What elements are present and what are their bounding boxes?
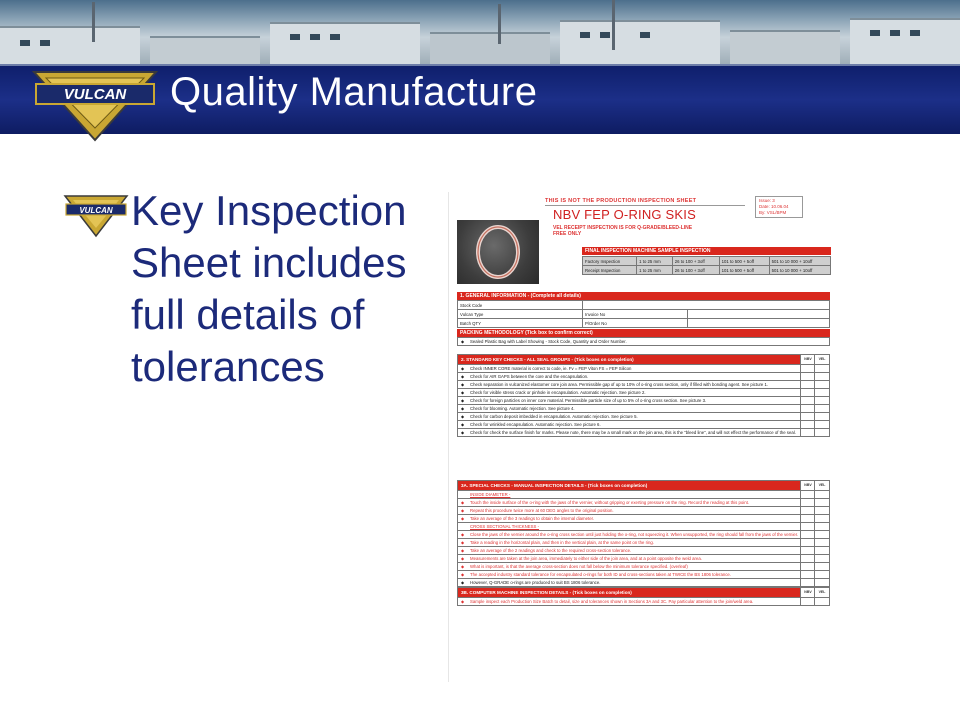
divider — [545, 205, 745, 206]
o-ring-photo — [457, 220, 539, 284]
sheet-title: NBV FEP O-RING SKIS — [553, 207, 696, 222]
list-item: ◆ Take an average of the 2 readings and check to the required cross-section tolerance. — [457, 547, 830, 555]
list-item: ◆ Check INNER CORE material is correct to code, ie. Fv = FEP Viton FS = FEP Silicon — [457, 365, 830, 373]
list-item: ◆ Close the jaws of the vernier around the o-ring cross section until just holding the o-ring, not squeezing it. When unsupported, the ring should fall from the jaws of the vernier. — [457, 531, 830, 539]
inspection-sheet-image — [448, 192, 841, 682]
list-item: ◆ Repeat this procedure twice more at 60 DEG angles to the original position. — [457, 507, 830, 515]
list-item: INSIDE DIAMETER - — [457, 491, 830, 499]
list-item: ◆ Sealed Plastic Bag with Label Showing - Stock Code, Quantity and Order Number. — [457, 337, 830, 346]
list-item: ◆ Check for foreign particles on inner core material. Permissible particle size of up to 5% of o-ring cross section. See picture 3. — [457, 397, 830, 405]
list-item: ◆ Check for AIR GAPS between the core and the encapsulation. — [457, 373, 830, 381]
list-item: ◆ Check for wrinkled encapsulation. Automatic rejection. See picture 6. — [457, 421, 830, 429]
list-item: CROSS SECTIONAL THICKNESS - — [457, 523, 830, 531]
list-item: ◆ However, Q-GRADE o-rings are produced to suit BS 1806 tolerance. — [457, 579, 830, 587]
list-item: ◆ Check for blooming. Automatic rejection. See picture 4. — [457, 405, 830, 413]
sample-inspection-table — [582, 256, 831, 275]
list-item: ◆ Check separation in vulcanized elastomer core join area. Permissible gap of up to 10% of o-ring cross section, only if filled with bonding agent. See picture 1. — [457, 381, 830, 389]
list-item: ◆ Check for carbon deposit imbedded in encapsulation. Automatic rejection. See picture 5. — [457, 413, 830, 421]
bullet-line: Sheet includes — [131, 239, 407, 286]
packing-section — [457, 337, 830, 346]
list-item: ◆ Sample inspect each Production Size Batch to detail, size and tolerances shown in Sections 3A and 3C. Pay particular attention to the join/weld area. — [457, 598, 830, 606]
svg-text:VULCAN: VULCAN — [79, 206, 113, 215]
standard-checks-section — [457, 354, 830, 437]
sample-inspection-header: FINAL INSPECTION MACHINE SAMPLE INSPECTION — [582, 247, 831, 255]
bullet-line: tolerances — [131, 343, 325, 390]
list-item: ◆ Check for visible stress crack or pinhole in encapsulation. Automatic rejection. See picture 2. — [457, 389, 830, 397]
special-checks-header: 3A. SPECIAL CHECKS - MANUAL INSPECTION DETAILS - (Tick boxes on completion) NBV VEL — [457, 480, 830, 491]
list-item: ◆ The accepted industry standard tolerance for encapsulated o-rings for both ID and cross-sections taken at TWICE the BS 1806 tolerance. — [457, 571, 830, 579]
table-row: Factory Inspection 1 to 25 mm 26 to 100 + 3off 101 to 500 + 5off 501 to 10 000 + 10off — [583, 257, 831, 266]
issue-box: Issue: 3 Date: 10.06.04 By: VSL/BPM — [755, 196, 803, 218]
packing-header: PACKING METHODOLOGY (Tick box to confirm correct) — [457, 329, 830, 337]
list-item: ◆ Measurements are taken at the join area, immediately to either side of the join area, and at a point opposite the weld area. — [457, 555, 830, 563]
bullet-line: Key Inspection — [131, 187, 407, 234]
logo-text: VULCAN — [63, 86, 127, 103]
list-item: ◆ What is important, is that the average cross-section does not fall below the minimum tolerance specified. (overleaf) — [457, 563, 830, 571]
vulcan-logo — [32, 50, 158, 142]
general-info-table — [457, 300, 830, 328]
list-item: ◆ Check for check the surface finish for marks. Please note, there may be a small mark on the join area, this is the "bleed line", and will not effect the performance of the seal. — [457, 429, 830, 437]
computer-checks-header: 3B. COMPUTER MACHINE INSPECTION DETAILS - (Tick boxes on completion) NBV VEL — [457, 587, 830, 598]
special-checks-section — [457, 480, 830, 606]
bullet-line: full details of — [131, 291, 365, 338]
sheet-subtitle: VEL RECEIPT INSPECTION IS FOR Q-GRADE/BLEED-LINE FREE ONLY — [553, 225, 693, 237]
o-ring-icon — [457, 220, 539, 284]
bullet-text — [131, 185, 441, 393]
vulcan-logo-icon — [63, 182, 129, 238]
table-row: Batch QTY P/Order No — [458, 319, 830, 328]
sheet-warning: THIS IS NOT THE PRODUCTION INSPECTION SHEET — [545, 198, 697, 204]
list-item: ◆ Take a reading in the horizontal plain, and then in the vertical plain, at the same point on the ring. — [457, 539, 830, 547]
table-row: Stock Code — [458, 301, 830, 310]
list-item: ◆ Touch the inside surface of the o-ring with the jaws of the vernier, without gripping or exerting pressure on the ring. Record the reading at this point. — [457, 499, 830, 507]
standard-checks-header: 2. STANDARD KEY CHECKS - ALL SEAL GROUPS - (Tick boxes on completion) NBV VEL — [457, 354, 830, 365]
page-title: Quality Manufacture — [170, 70, 538, 114]
table-row: Vulcan Type Invoice No — [458, 310, 830, 319]
table-row: Receipt Inspection 1 to 25 mm 26 to 100 + 3off 101 to 500 + 5off 501 to 10 000 + 10off — [583, 266, 831, 275]
list-item: ◆ Take an average of the 3 readings to obtain the internal diameter. — [457, 515, 830, 523]
general-info-header: 1. GENERAL INFORMATION - (Complete all details) — [457, 292, 830, 300]
